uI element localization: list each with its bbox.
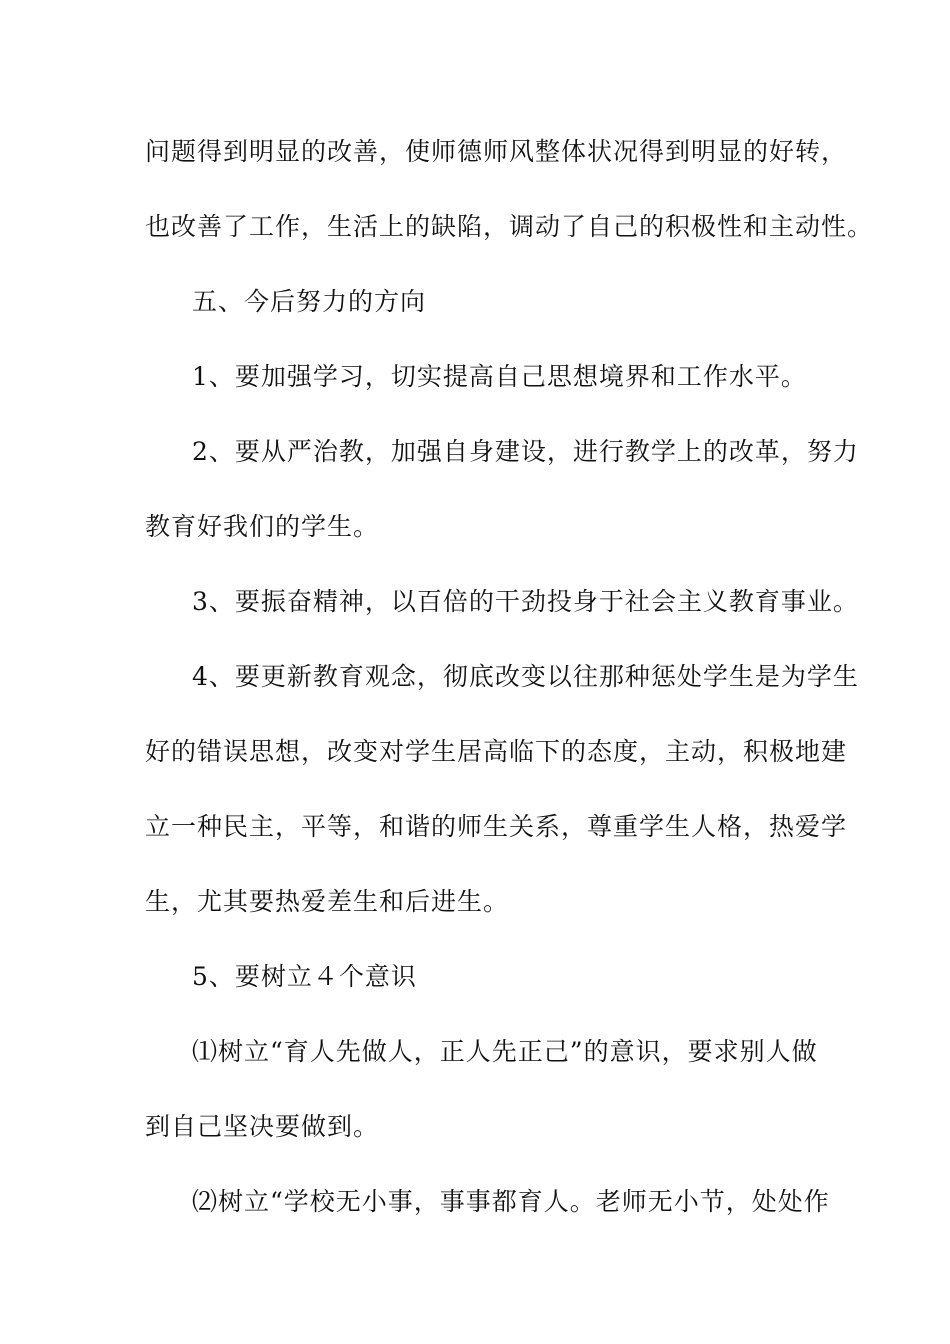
paragraph-line: 生，尤其要热爱差生和后进生。 <box>145 887 510 916</box>
sub-list-item: ⑵树立“学校无小事，事事都育人。老师无小节，处处作 <box>192 1187 830 1216</box>
paragraph-line: 教育好我们的学生。 <box>145 512 380 541</box>
sub-list-item: ⑴树立“育人先做人，正人先正己”的意识，要求别人做 <box>192 1037 818 1066</box>
paragraph-line: 立一种民主，平等，和谐的师生关系，尊重学生人格，热爱学 <box>145 812 848 841</box>
paragraph-line: 问题得到明显的改善，使师德师风整体状况得到明显的好转， <box>145 137 848 166</box>
paragraph-line: 到自己坚决要做到。 <box>145 1112 380 1141</box>
paragraph-line: 也改善了工作，生活上的缺陷，调动了自己的积极性和主动性。 <box>145 212 874 241</box>
section-heading: 五、今后努力的方向 <box>192 287 427 316</box>
paragraph-line: 好的错误思想，改变对学生居高临下的态度，主动，积极地建 <box>145 737 848 766</box>
list-item: 3、要振奋精神，以百倍的干劲投身于社会主义教育事业。 <box>192 587 859 616</box>
list-item: 4、要更新教育观念，彻底改变以往那种惩处学生是为学生 <box>192 662 859 691</box>
list-item: 1、要加强学习，切实提高自己思想境界和工作水平。 <box>192 362 807 391</box>
list-item: 5、要树立４个意识 <box>192 962 417 991</box>
list-item: 2、要从严治教，加强自身建设，进行教学上的改革，努力 <box>192 437 859 466</box>
